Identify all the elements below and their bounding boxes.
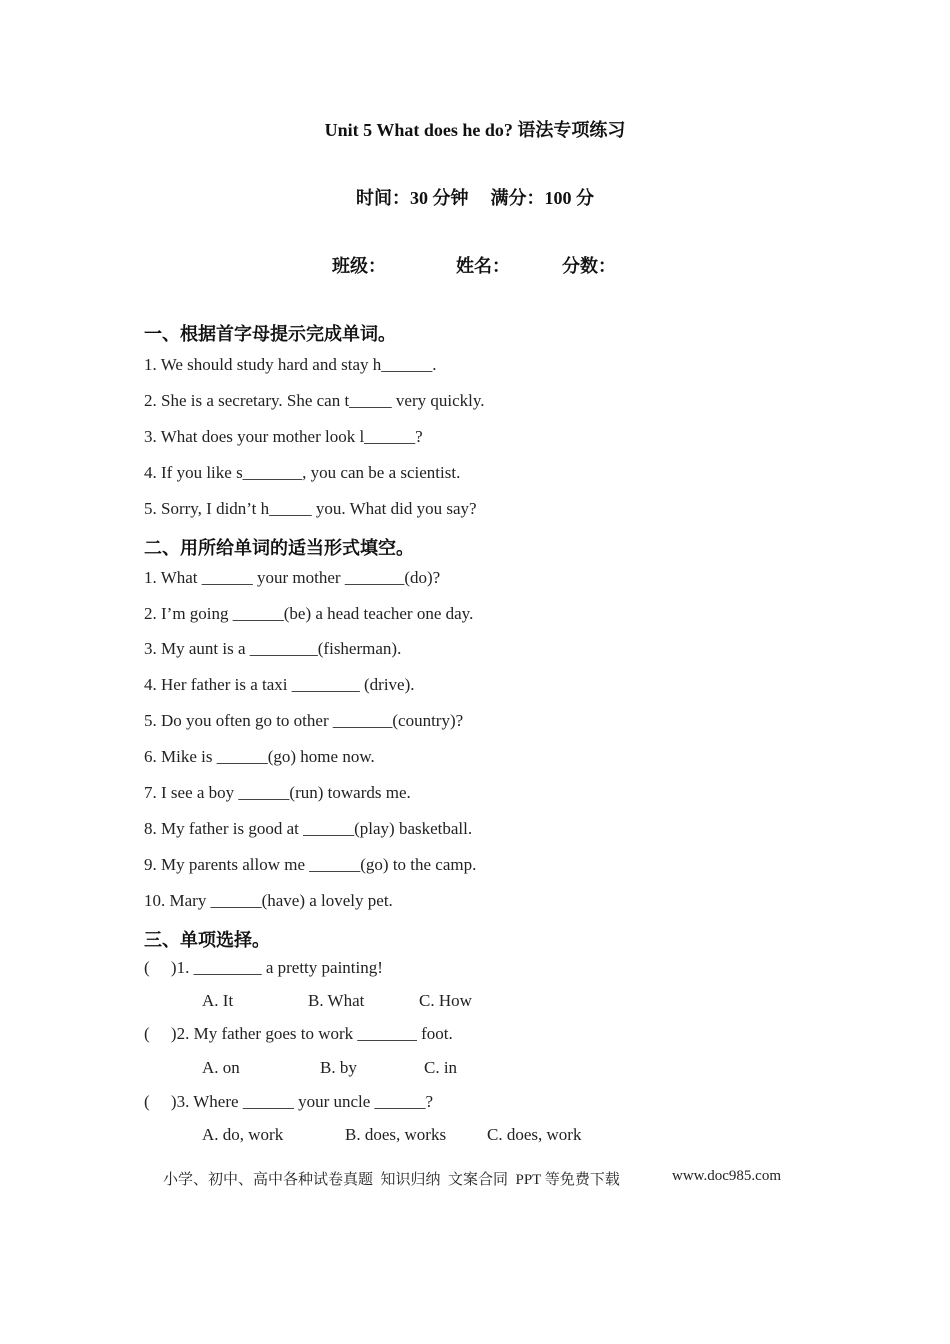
question-option: C. How [419,991,472,1010]
question-option: C. does, work [487,1125,582,1144]
section2-item: 6. Mike is ______(go) home now. [144,747,375,766]
time-label: 时间：30 分钟 [356,188,469,208]
section1-item: 3. What does your mother look l______? [144,427,423,446]
name-field-label: 姓名： [456,256,510,276]
score-field-label: 分数： [562,256,616,276]
section1-item: 1. We should study hard and stay h______. [144,355,437,374]
class-field-label: 班级： [332,256,386,276]
section2-item: 10. Mary ______(have) a lovely pet. [144,891,393,910]
question-stem: ( )1. ________ a pretty painting! [144,958,383,977]
question-option: C. in [424,1058,458,1077]
section1-item: 5. Sorry, I didn’t h_____ you. What did you say? [144,499,477,518]
section1-item: 2. She is a secretary. She can t_____ very quickly. [144,391,485,410]
question-option: B. What [308,991,365,1010]
question-option: B. does, works [345,1125,447,1144]
question-option: A. It [202,991,234,1010]
section2-item: 1. What ______ your mother _______(do)? [144,568,441,587]
question-stem: ( )3. Where ______ your uncle ______? [144,1092,434,1111]
section2-item: 8. My father is good at ______(play) basketball. [144,819,473,838]
section1-heading: 一、根据首字母提示完成单词。 [144,324,396,344]
score-label: 满分：100 分 [490,188,594,208]
section2-item: 4. Her father is a taxi ________ (drive). [144,675,415,694]
section2-heading: 二、用所给单词的适当形式填空。 [144,538,414,558]
section1-item: 4. If you like s_______, you can be a scientist. [144,463,461,482]
question-option: A. on [202,1058,240,1077]
section2-item: 5. Do you often go to other _______(country)? [144,711,464,730]
section2-item: 7. I see a boy ______(run) towards me. [144,783,411,802]
section2-item: 9. My parents allow me ______(go) to the camp. [144,855,477,874]
section3-heading: 三、单项选择。 [144,930,270,950]
section2-item: 2. I’m going ______(be) a head teacher one day. [144,604,474,623]
footer-link[interactable]: www.doc985.com [672,1168,782,1184]
page-title: Unit 5 What does he do? 语法专项练习 [324,120,626,140]
question-option: A. do, work [202,1125,284,1144]
question-stem: ( )2. My father goes to work _______ foot. [144,1024,453,1043]
question-option: B. by [320,1058,357,1077]
footer-text: 小学、初中、高中各种试卷真题 知识归纳 文案合同 PPT 等免费下载 [163,1172,620,1188]
exam-meta [0,184,950,210]
section2-item: 3. My aunt is a ________(fisherman). [144,639,402,658]
